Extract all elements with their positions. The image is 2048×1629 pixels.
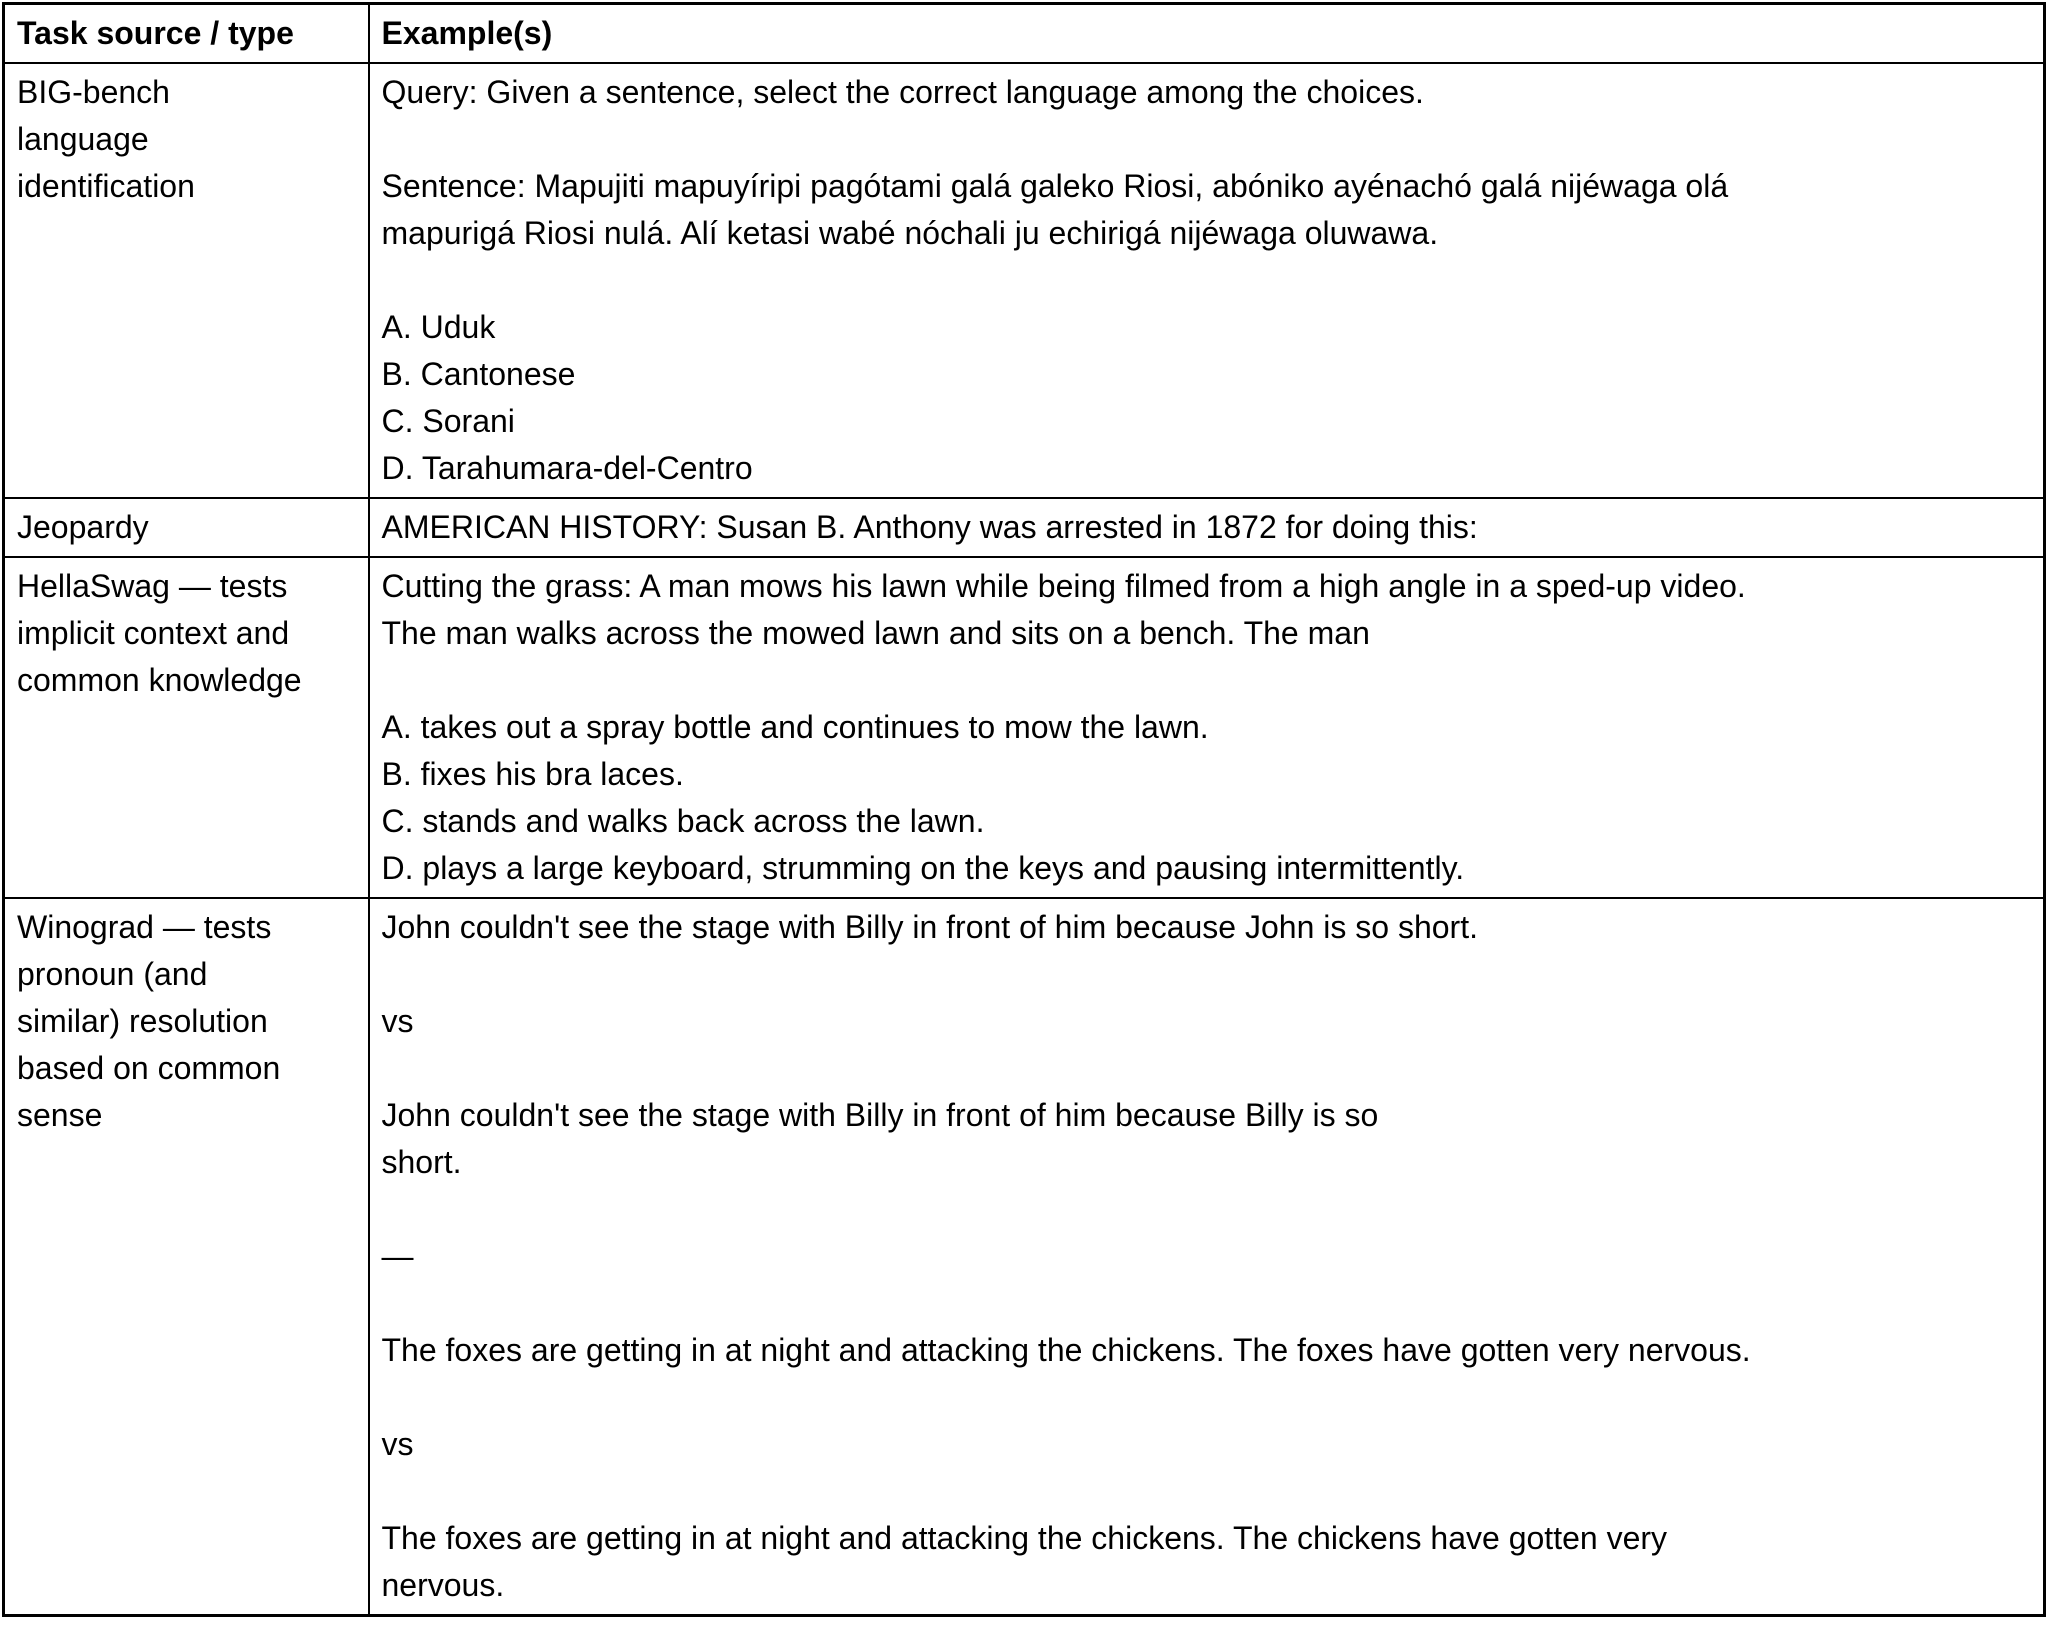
text-line [382,257,2032,304]
text-line: Jeopardy [17,509,149,545]
text-line: common knowledge [17,662,302,698]
text-line: vs [381,1003,414,1039]
text-line: implicit context and [17,615,290,651]
text-line: Sentence: Mapujiti mapuyíripi pagótami galá galeko Riosi, abóniko ayénachó galá nijéwaga olá [381,168,1729,204]
text-line: — [381,1238,414,1274]
text-line: Cutting the grass: A man mows his lawn while being filmed from a high angle in a sped-up video. [381,568,1746,604]
text-line: identification [17,168,195,204]
task-source-cell [4,557,369,898]
text-line: vs [381,1426,414,1462]
text-line [382,1186,2032,1233]
text-line: C. stands and walks back across the lawn. [381,803,985,839]
text-line: mapurigá Riosi nulá. Alí ketasi wabé nóchali ju echirigá nijéwaga oluwawa. [381,215,1439,251]
text-line: A. Uduk [381,309,496,345]
text-line [382,951,2032,998]
text-line: D. plays a large keyboard, strumming on the keys and pausing intermittently. [381,850,1465,886]
column-header-examples: Example(s) [369,4,2045,64]
text-line: A. takes out a spray bottle and continues to mow the lawn. [381,709,1209,745]
text-line: nervous. [381,1567,505,1603]
table-row [4,898,2045,1616]
text-line: The man walks across the mowed lawn and sits on a bench. The man [381,615,1370,651]
task-source-cell [4,498,369,557]
table-row [4,498,2045,557]
example-cell [369,557,2045,898]
table-body [4,63,2045,1616]
example-cell [369,63,2045,498]
example-cell [369,498,2045,557]
text-line: Winograd — tests [17,909,272,945]
text-line: B. fixes his bra laces. [381,756,684,792]
text-line: The foxes are getting in at night and attacking the chickens. The chickens have gotten very [381,1520,1668,1556]
example-cell [369,898,2045,1616]
text-line: The foxes are getting in at night and attacking the chickens. The foxes have gotten very nervous. [381,1332,1751,1368]
text-line [382,1468,2032,1515]
text-line [382,657,2032,704]
table-row [4,63,2045,498]
text-line: sense [17,1097,103,1133]
task-source-cell [4,63,369,498]
text-line [382,116,2032,163]
column-header-task-source: Task source / type [4,4,369,64]
text-line: AMERICAN HISTORY: Susan B. Anthony was arrested in 1872 for doing this: [381,509,1478,545]
text-line: based on common [17,1050,281,1086]
text-line: Query: Given a sentence, select the correct language among the choices. [381,74,1424,110]
header-row [4,4,2045,64]
text-line [382,1374,2032,1421]
text-line: D. Tarahumara-del-Centro [381,450,753,486]
text-line: pronoun (and [17,956,208,992]
text-line: C. Sorani [381,403,515,439]
text-line: John couldn't see the stage with Billy in front of him because John is so short. [381,909,1478,945]
text-line: HellaSwag — tests [17,568,288,604]
text-line: language [17,121,149,157]
table-row [4,557,2045,898]
text-line [382,1280,2032,1327]
text-line: B. Cantonese [381,356,576,392]
text-line: similar) resolution [17,1003,268,1039]
task-source-cell [4,898,369,1616]
text-line: John couldn't see the stage with Billy in front of him because Billy is so [381,1097,1379,1133]
text-line [382,1045,2032,1092]
text-line: short. [381,1144,462,1180]
text-line: BIG-bench [17,74,170,110]
benchmark-examples-table [2,2,2046,1617]
